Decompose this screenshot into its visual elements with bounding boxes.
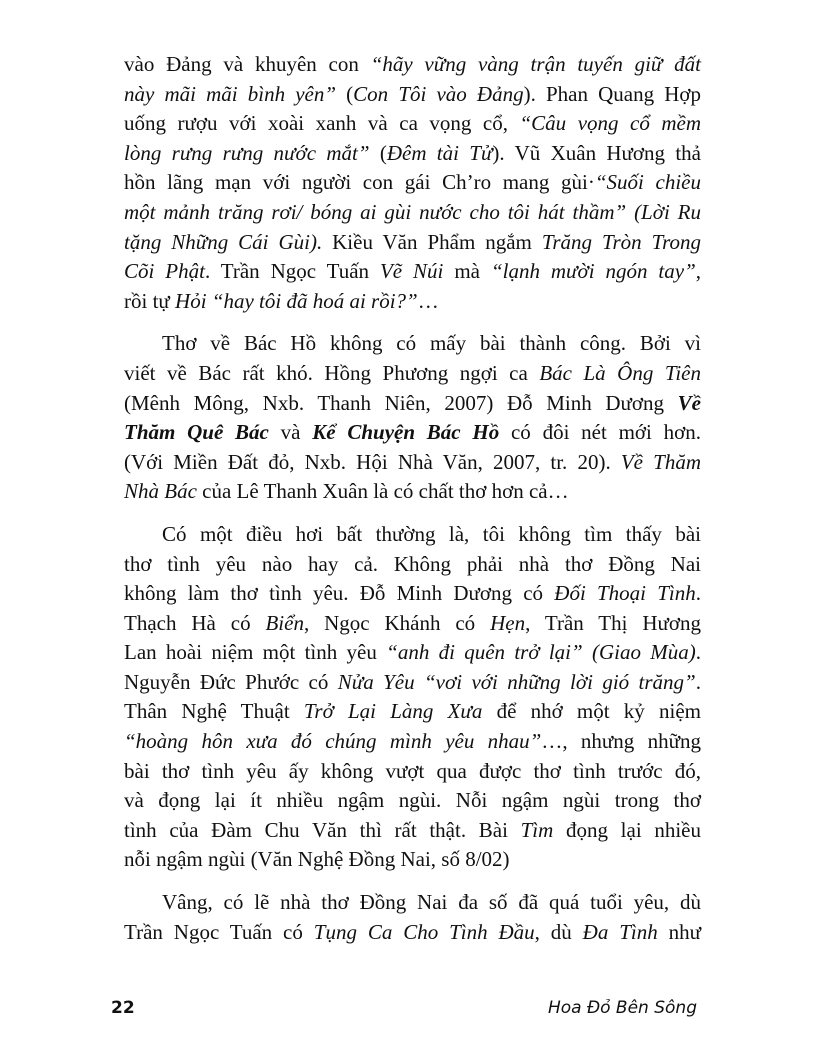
text-run: , Ngọc Khánh có [303, 610, 491, 635]
text-line [124, 609, 701, 639]
page-footer [111, 998, 697, 1018]
emphasis-run: Hỏi “hay tôi đã hoá ai rồi?” [175, 288, 418, 313]
emphasis-run: Đêm tài Tử [386, 140, 493, 165]
text-line [124, 50, 701, 80]
text-line [124, 757, 701, 787]
text-run: mà [443, 259, 491, 284]
emphasis-run: Tụng Ca Cho Tình Đầu [313, 919, 535, 944]
text-run: uống rượu với xoài xanh và ca vọng cổ, [124, 111, 520, 136]
text-run: nỗi ngậm ngùi (Văn Nghệ Đồng Nai, số 8/02) [124, 847, 510, 872]
emphasis-run: “hãy vững vàng trận tuyến giữ đất [370, 52, 701, 76]
text-line [124, 448, 701, 478]
text-run: rồi tự [124, 288, 176, 313]
emphasis-run: Trăng Tròn Trong [541, 229, 701, 254]
text-run: Thân Nghệ Thuật [124, 699, 304, 724]
text-run: Thơ về Bác Hồ không có mấy bài thành công. Bởi vì [162, 331, 701, 356]
emphasis-run: Tìm [520, 817, 554, 842]
text-run: thơ tình yêu nào hay cả. Không phải nhà thơ Đồng Nai [124, 551, 701, 576]
text-line [124, 418, 701, 448]
emphasis-run: “lạnh mười ngón tay” [490, 259, 696, 284]
emphasis-run: Về [677, 390, 701, 415]
text-run: của Lê Thanh Xuân là có chất thơ hơn cả… [196, 479, 569, 504]
text-line [124, 257, 701, 287]
paragraph-gap [124, 507, 701, 520]
text-line [124, 638, 701, 668]
text-run: , [695, 259, 701, 284]
text-run: . [695, 669, 701, 694]
text-line [124, 845, 701, 875]
text-run: …, nhưng những [541, 729, 701, 754]
text-run: bài thơ tình yêu ấy không vượt qua được thơ tình trước đó, [124, 758, 701, 783]
text-run: … [417, 288, 439, 313]
text-run: Thạch Hà có [124, 610, 266, 635]
emphasis-run: Trở Lại Làng Xưa [303, 699, 483, 724]
text-line [124, 139, 701, 169]
text-run: đọng lại nhiều [553, 817, 701, 842]
emphasis-run: này mãi mãi bình yên” [124, 81, 337, 106]
text-run: . [695, 581, 701, 606]
text-run: ( [336, 81, 354, 106]
emphasis-run: Đối Thoại Tình [554, 581, 696, 606]
emphasis-run: Nửa Yêu “vơi với những lời gió trăng” [337, 669, 696, 694]
emphasis-run: “hoàng hôn xưa đó chúng mình yêu nhau” [124, 729, 542, 754]
emphasis-run: Vẽ Núi [379, 259, 444, 284]
text-run: ). Phan Quang Hợp [523, 81, 702, 106]
emphasis-run: “Suối chiều [594, 170, 701, 195]
text-run: , dù [534, 919, 583, 944]
text-run: . [695, 640, 701, 665]
text-line [124, 520, 701, 550]
text-run: (Với Miền Đất đỏ, Nxb. Hội Nhà Văn, 2007, tr. 20). [124, 449, 621, 474]
text-line [124, 198, 701, 228]
text-line [124, 668, 701, 698]
text-run: tình của Đàm Chu Văn thì rất thật. Bài [124, 817, 521, 842]
text-line [124, 329, 701, 359]
text-run: Trần Ngọc Tuấn có [124, 919, 314, 944]
emphasis-run: Thăm Quê Bác [124, 420, 269, 445]
text-line [124, 579, 701, 609]
text-line [124, 888, 701, 918]
text-run: ( [369, 140, 387, 165]
text-run: và [268, 420, 313, 445]
paragraph-gap [124, 875, 701, 888]
text-line [124, 550, 701, 580]
text-line [124, 109, 701, 139]
emphasis-run: “Câu vọng cổ mềm [519, 111, 701, 136]
text-run: vào Đảng và khuyên con [124, 52, 371, 76]
paragraph [124, 888, 701, 947]
text-run: Vâng, có lẽ nhà thơ Đồng Nai đa số đã quá tuổi yêu, dù [162, 890, 701, 915]
emphasis-run: Đa Tình [582, 919, 658, 944]
text-run: Lan hoài niệm một tình yêu [124, 640, 387, 665]
text-line [124, 727, 701, 757]
text-run: Có một điều hơi bất thường là, tôi không tìm thấy bài [162, 521, 701, 546]
text-run: ). Vũ Xuân Hương thả [492, 140, 702, 165]
text-line [124, 477, 701, 507]
text-run: để nhớ một kỷ niệm [482, 699, 701, 724]
emphasis-run: Bác Là Ông Tiên [539, 360, 701, 385]
text-run: . Trần Ngọc Tuấn [204, 259, 380, 284]
text-line [124, 389, 701, 419]
emphasis-run: Kể Chuyện Bác Hồ [312, 420, 500, 445]
emphasis-run: tặng Những Cái Gùi). [124, 229, 323, 254]
text-line [124, 697, 701, 727]
text-line [124, 287, 701, 317]
emphasis-run: Con Tôi vào Đảng [353, 81, 524, 106]
text-run: có đôi nét mới hơn. [499, 420, 701, 445]
text-line [124, 918, 701, 948]
emphasis-run: Biển [265, 610, 304, 635]
text-line [124, 80, 701, 110]
paragraph [124, 520, 701, 875]
text-line [124, 359, 701, 389]
emphasis-run: “anh đi quên trở lại” (Giao Mùa) [386, 640, 696, 665]
running-title: Hoa Đỏ Bên Sông [547, 998, 697, 1018]
emphasis-run: Cõi Phật [124, 259, 205, 284]
paragraph-gap [124, 316, 701, 329]
emphasis-run: Hẹn [490, 610, 526, 635]
text-run: , Trần Thị Hương [525, 610, 701, 635]
text-line [124, 228, 701, 258]
page-body [124, 50, 701, 947]
text-line [124, 786, 701, 816]
text-run: như [657, 919, 701, 944]
text-run: Kiều Văn Phẩm ngắm [322, 229, 542, 254]
text-run: viết về Bác rất khó. Hồng Phương ngợi ca [124, 360, 540, 385]
paragraph [124, 329, 701, 507]
emphasis-run: Nhà Bác [124, 479, 197, 504]
page-number: 22 [111, 998, 135, 1018]
text-run: không làm thơ tình yêu. Đỗ Minh Dương có [124, 581, 555, 606]
emphasis-run: một mảnh trăng rơi/ bóng ai gùi nước cho tôi hát thầm” (Lời Ru [124, 199, 701, 224]
text-run: (Mênh Mông, Nxb. Thanh Niên, 2007) Đỗ Minh Dương [124, 390, 678, 415]
text-run: Nguyễn Đức Phước có [124, 669, 338, 694]
text-line [124, 168, 701, 198]
emphasis-run: Về Thăm [620, 449, 701, 474]
emphasis-run: lòng rưng rưng nước mắt” [124, 140, 370, 165]
paragraph [124, 50, 701, 316]
text-line [124, 816, 701, 846]
text-run: và đọng lại ít nhiều ngậm ngùi. Nỗi ngậm ngùi trong thơ [124, 788, 701, 813]
text-run: hồn lãng mạn với người con gái Ch’ro mang gùi· [124, 170, 595, 195]
